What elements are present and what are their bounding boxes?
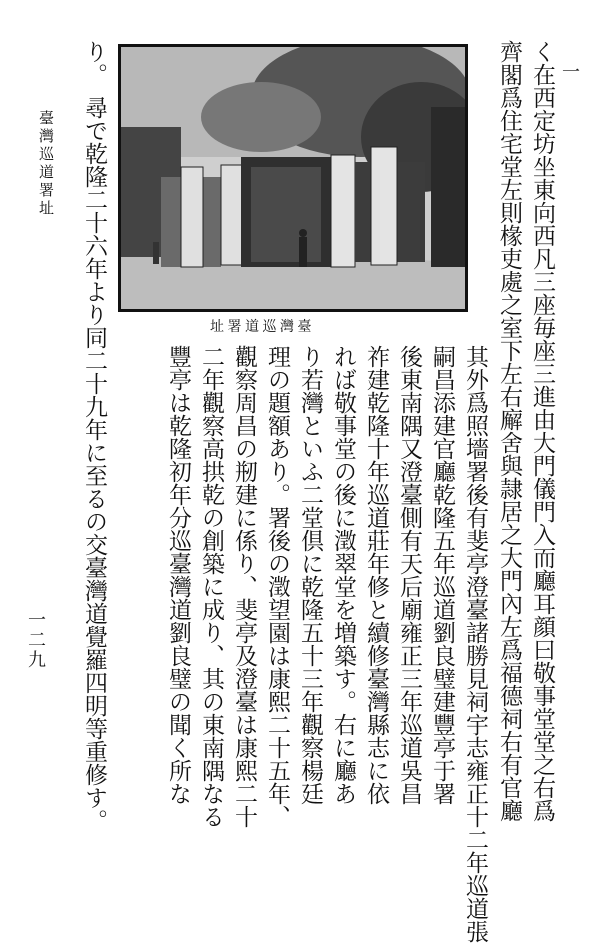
text-column: く在西定坊坐東向西凡三座毎座三進由大門儀門入而廳耳顔曰敬事堂堂之右爲 — [529, 40, 555, 822]
page-number: 一二九 — [25, 610, 46, 670]
photo-caption: 址署道巡灣臺 — [210, 319, 315, 335]
text-column: 尋で乾隆二十六年より同二十九年に至るの交臺灣道覺羅四明等重修す。 — [81, 96, 107, 832]
photograph-government-office-gate — [118, 44, 468, 312]
text-column: 其外爲照墻署後有斐亭澄臺諸勝見祠宇志雍正十二年巡道張 — [462, 345, 488, 943]
top-right-mark: 一 — [559, 62, 580, 80]
text-column: り若灣といふ二堂倶に乾隆五十三年觀察楊廷 — [297, 345, 323, 805]
text-column: 二年觀察高拱乾の創築に成り、其の東南隅なる — [198, 345, 224, 828]
text-column: 後東南隅又澄臺側有天后廟雍正三年巡道吳昌 — [396, 345, 422, 805]
text-column: 祚建乾隆十年巡道莊年修と續修臺灣縣志に依 — [363, 345, 389, 805]
text-column: れば敬事堂の後に澂翠堂を増築す。右に廳あ — [330, 345, 356, 805]
text-column: 理の題額あり。署後の澂望園は康熙二十五年、 — [264, 345, 290, 828]
text-column: り。 — [81, 40, 107, 86]
text-column: 豐亭は乾隆初年分巡臺灣道劉良璧の聞く所な — [165, 345, 191, 805]
text-column: 齊閣爲住宅堂左則椽吏處之室下左右廨舍與隷居之大門內左爲福德祠右有官廳 — [496, 40, 522, 822]
text-column: 觀察周昌の剏建に係り、斐亭及澄臺は康熙二十 — [231, 345, 257, 828]
gate-photo-illustration — [121, 47, 465, 309]
text-column: 嗣昌添建官廳乾隆五年巡道劉良璧建豐亭于署 — [429, 345, 455, 805]
side-caption: 臺灣巡道署址 — [37, 110, 55, 218]
